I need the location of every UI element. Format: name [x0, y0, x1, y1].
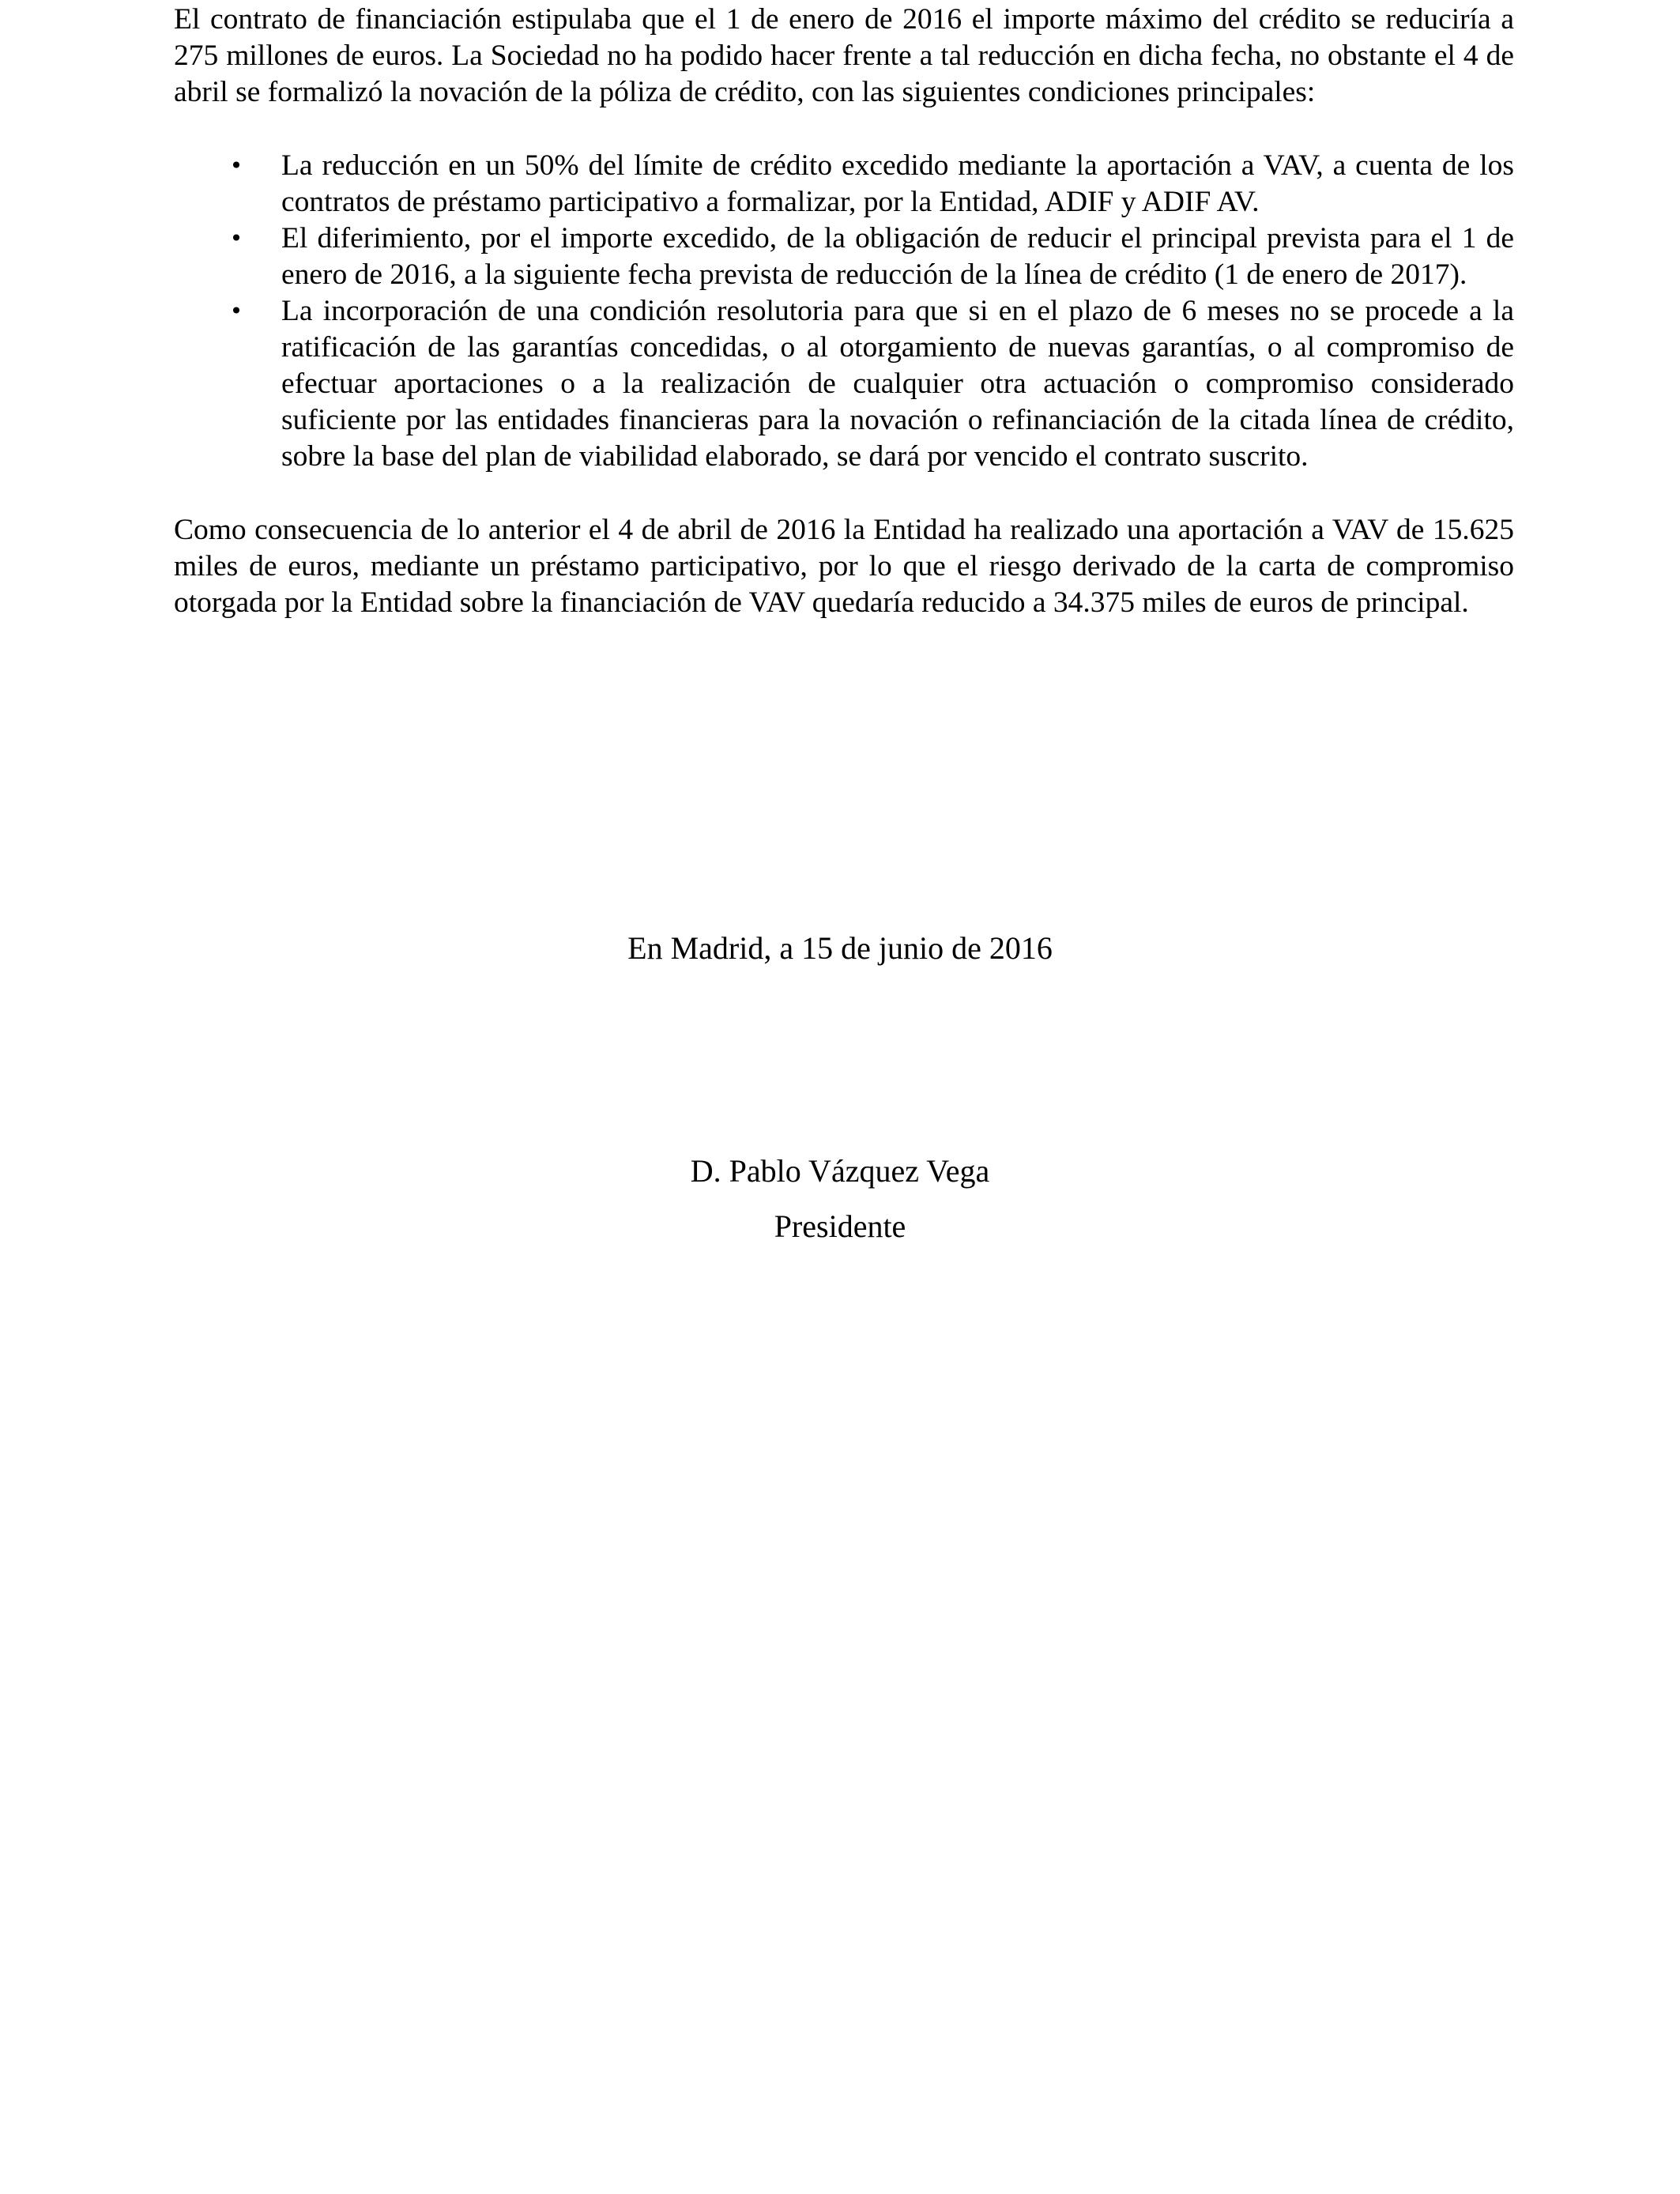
- list-item: [174, 221, 1514, 293]
- place-date: En Madrid, a 15 de junio de 2016: [627, 930, 1053, 966]
- condition-text: La incorporación de una condición resolutoria para que si en el plazo de 6 meses no se procede a la ratificación de las garantías concedidas, o al otorgamiento de nuevas garantías, o al compromiso de efectuar aportaciones o a la realización de cualquier otra actuación o compromiso considerado suficiente por las entidades financieras para la novación o refinanciación de la citada línea de crédito, sobre la base del plan de viabilidad elaborado, se dará por vencido el contrato suscrito.: [281, 295, 1514, 473]
- list-item: [174, 293, 1514, 475]
- condition-text: La reducción en un 50% del límite de crédito excedido mediante la aportación a VAV, a cuenta de los contratos de préstamo participativo a formalizar, por la Entidad, ADIF y ADIF AV.: [281, 149, 1514, 218]
- document-body: [174, 2, 1514, 621]
- signer-name: D. Pablo Vázquez Vega: [690, 1153, 990, 1189]
- condition-text: El diferimiento, por el importe excedido, de la obligación de reducir el principal prevista para el 1 de enero de 2016, a la siguiente fecha prevista de reducción de la línea de crédito (1 de enero de 2017).: [281, 222, 1514, 291]
- signer-role: Presidente: [774, 1208, 906, 1244]
- intro-paragraph: El contrato de financiación estipulaba que el 1 de enero de 2016 el importe máximo del crédito se reduciría a 275 millones de euros. La Sociedad no ha podido hacer frente a tal reducción en dicha fecha, no obstante el 4 de abril se formalizó la novación de la póliza de crédito, con las siguientes condiciones principales:: [174, 3, 1514, 108]
- conditions-list: [174, 148, 1514, 475]
- bullet-icon: •: [229, 225, 243, 251]
- bullet-icon: •: [229, 298, 243, 324]
- list-item: [174, 148, 1514, 221]
- consequence-paragraph: Como consecuencia de lo anterior el 4 de abril de 2016 la Entidad ha realizado una aportación a VAV de 15.625 miles de euros, mediante un préstamo participativo, por lo que el riesgo derivado de la carta de compromiso otorgada por la Entidad sobre la financiación de VAV quedaría reducido a 34.375 miles de euros de principal.: [174, 514, 1514, 619]
- bullet-icon: •: [229, 153, 243, 179]
